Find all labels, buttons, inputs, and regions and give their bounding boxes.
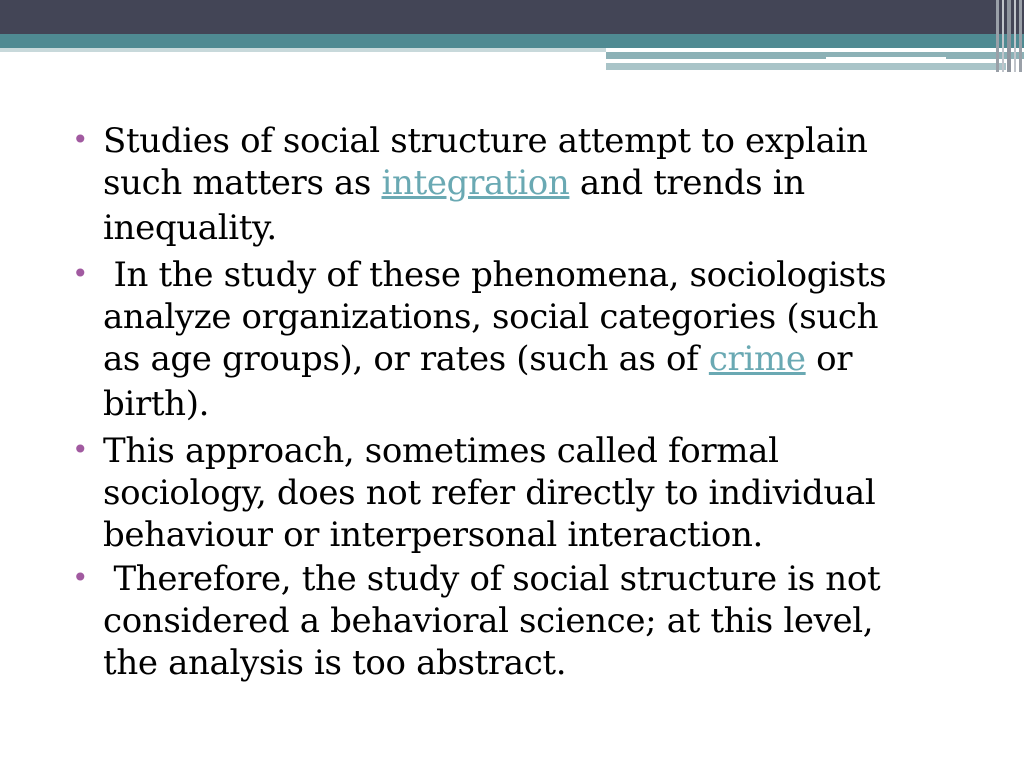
header-vertical-bar xyxy=(1007,0,1011,72)
bullet-text xyxy=(103,430,972,556)
header-accent-strip xyxy=(606,52,1024,59)
text-line: behaviour or interpersonal interaction. xyxy=(103,515,763,555)
text-line xyxy=(103,162,972,204)
bullet-item xyxy=(72,558,972,684)
bullet-item xyxy=(72,430,972,556)
crime-link[interactable]: crime xyxy=(708,339,806,379)
bullet-item xyxy=(72,120,972,252)
text-span: or xyxy=(805,339,853,379)
bullet-dot-icon: • xyxy=(72,257,89,290)
text-line: inequality. xyxy=(103,208,277,248)
header-teal-band xyxy=(0,34,1024,48)
bullet-text xyxy=(103,254,972,428)
text-line: analyze organizations, social categories (such xyxy=(103,297,879,337)
text-span: and trends in xyxy=(569,163,805,203)
header-vertical-bar xyxy=(1014,0,1016,72)
text-line: birth). xyxy=(103,384,210,424)
integration-link[interactable]: integration xyxy=(381,163,570,203)
bullet-item xyxy=(72,254,972,428)
header-accent-line xyxy=(826,57,946,59)
header-dark-band xyxy=(0,0,1024,34)
header-shadow xyxy=(0,48,610,52)
header-vertical-bar xyxy=(1019,0,1022,72)
text-line: sociology, does not refer directly to individual xyxy=(103,473,876,513)
text-span: such matters as xyxy=(103,163,382,203)
text-span: as age groups), or rates (such as of xyxy=(103,339,709,379)
slide-body xyxy=(72,120,972,686)
header-vertical-bar xyxy=(996,0,999,72)
text-line: considered a behavioral science; at this level, xyxy=(103,601,874,641)
text-line: Therefore, the study of social structure is not xyxy=(103,559,881,599)
bullet-dot-icon: • xyxy=(72,433,89,466)
header-accent-strip xyxy=(606,63,1006,70)
text-line xyxy=(103,338,972,380)
bullet-text xyxy=(103,120,972,252)
bullet-text xyxy=(103,558,972,684)
text-line: In the study of these phenomena, sociologists xyxy=(103,255,887,295)
text-line: Studies of social structure attempt to explain xyxy=(103,121,868,161)
bullet-dot-icon: • xyxy=(72,123,89,156)
text-line: the analysis is too abstract. xyxy=(103,643,567,683)
bullet-dot-icon: • xyxy=(72,561,89,594)
header-vertical-bar xyxy=(1002,0,1004,72)
text-line: This approach, sometimes called formal xyxy=(103,431,779,471)
